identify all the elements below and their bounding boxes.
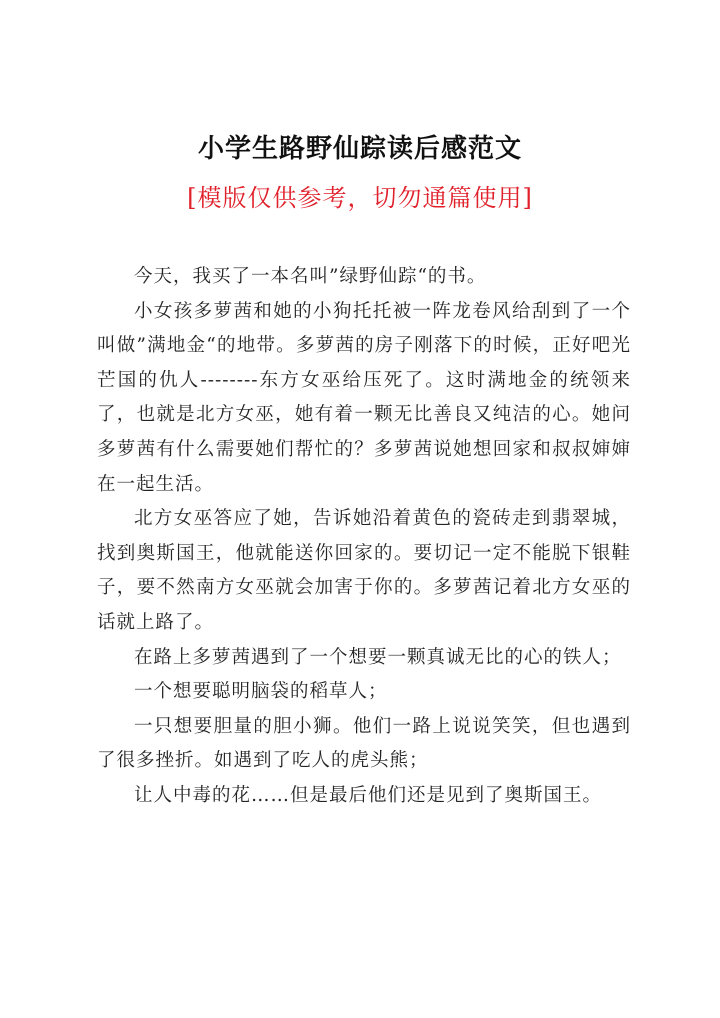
paragraph: 今天，我买了一本名叫”绿野仙踪“的书。: [134, 266, 487, 287]
paragraph: 在路上多萝茜遇到了一个想要一颗真诚无比的心的铁人；: [134, 646, 622, 668]
document-body: [97, 260, 631, 814]
paragraph: 小女孩多萝茜和她的小狗托托被一阵龙卷风给刮到了一个叫做”满地金“的地带。多萝茜的房子刚落下的时候，正好吧光芒国的仇人--------东方女巫给压死了。这时满地金的统领来了，也就是北方女巫，她有着一颗无比善良又纯洁的心。她问多萝茜有什么需要她们帮忙的？多萝茜说她想回家和叔叔婶婶在一起生活。: [97, 300, 631, 495]
document-title: 小学生路野仙踪读后感范文: [197, 134, 522, 164]
paragraph: 让人中毒的花……但是最后他们还是见到了奥斯国王。: [134, 784, 603, 806]
paragraph: 北方女巫答应了她，告诉她沿着黄色的瓷砖走到翡翠城，找到奥斯国王，他就能送你回家的。要切记一定不能脱下银鞋子，要不然南方女巫就会加害于你的。多萝茜记着北方女巫的话就上路了。: [97, 508, 631, 633]
paragraph: 一个想要聪明脑袋的稻草人；: [134, 681, 388, 703]
template-notice: [模版仅供参考，切勿通篇使用]: [187, 184, 533, 212]
paragraph: 一只想要胆量的胆小狮。他们一路上说说笑笑，但也遇到了很多挫折。如遇到了吃人的虎头熊；: [97, 715, 631, 772]
